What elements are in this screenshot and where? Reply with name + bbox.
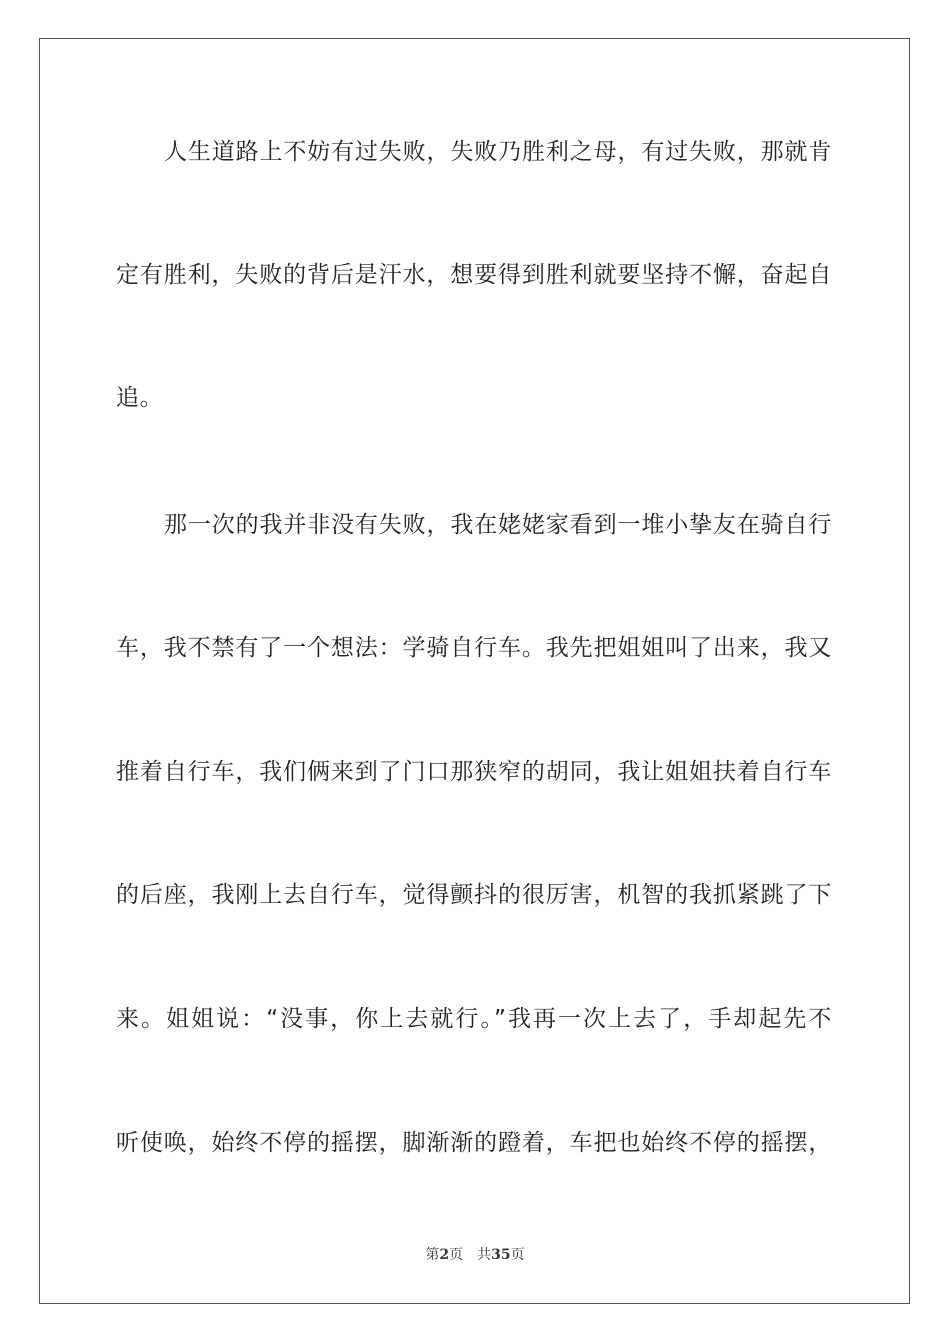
text-line: 来。姐姐说：“没事，你上去就行。”我再一次上去了，手却起先不 <box>116 1006 832 1032</box>
text-line: 人生道路上不妨有过失败，失败乃胜利之母，有过失败，那就肯 <box>164 139 832 165</box>
text-line: 追。 <box>116 385 164 411</box>
total-pages: 35 <box>491 1247 511 1263</box>
total-prefix: 共 <box>477 1247 492 1263</box>
page-footer <box>0 1245 950 1265</box>
text-line: 听使唤，始终不停的摇摆，脚渐渐的蹬着，车把也始终不停的摇摆， <box>116 1130 832 1156</box>
text-line: 车，我不禁有了一个想法：学骑自行车。我先把姐姐叫了出来，我又 <box>116 635 832 661</box>
text-line: 的后座，我刚上去自行车，觉得颤抖的很厉害，机智的我抓紧跳了下 <box>116 882 832 908</box>
text-line: 那一次的我并非没有失败，我在姥姥家看到一堆小挚友在骑自行 <box>164 512 832 538</box>
total-suffix: 页 <box>510 1247 525 1263</box>
text-line: 推着自行车，我们俩来到了门口那狭窄的胡同，我让姐姐扶着自行车 <box>116 759 832 785</box>
page-prefix: 第 <box>425 1247 440 1263</box>
text-line: 定有胜利，失败的背后是汗水，想要得到胜利就要坚持不懈，奋起自 <box>116 262 832 288</box>
page-border <box>39 38 910 1304</box>
page-number: 2 <box>439 1247 450 1263</box>
page-suffix: 页 <box>449 1247 464 1263</box>
